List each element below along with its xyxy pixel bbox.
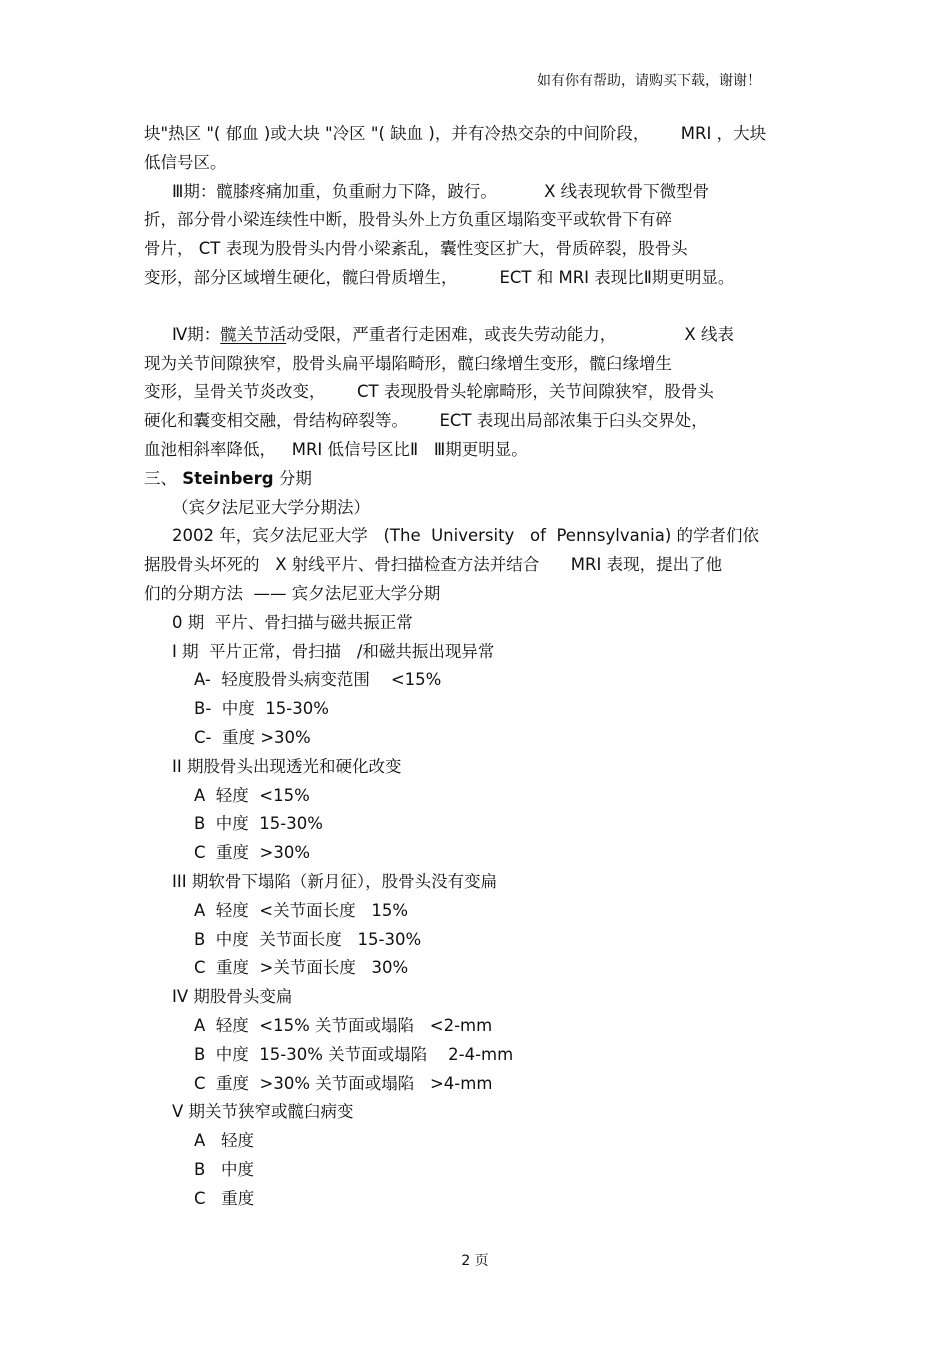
stage-label: Ⅳ期：: [172, 324, 221, 344]
page-header: 如有你有帮助，请购买下载，谢谢！: [537, 73, 761, 89]
text-line: Ⅲ期：髋膝疼痛加重，负重耐力下降，跛行。 X 线表现软骨下微型骨: [172, 181, 710, 201]
section-heading: [144, 465, 809, 494]
text-line: 2002 年，宾夕法尼亚大学 (The University of Pennsylvania) 的学者们依: [172, 526, 760, 546]
stage-5-item: C 重度: [194, 1188, 255, 1208]
stage-1-item: B- 中度 15-30%: [194, 699, 329, 719]
paragraph-stage-2-continued: [144, 120, 809, 178]
text-line: [144, 321, 809, 350]
text-line: 变形，呈骨关节炎改变， CT 表现股骨头轮廓畸形，关节间隙狭窄，股骨头: [144, 382, 714, 402]
stage-4-item: A 轻度 <15% 关节面或塌陷 <2-mm: [194, 1015, 493, 1035]
stage-0: 0 期 平片、骨扫描与磁共振正常: [172, 612, 413, 632]
text-line: 块"热区 "( 郁血 )或大块 "冷区 "( 缺血 )，并有冷热交杂的中间阶段， MRI ，大块: [144, 124, 767, 143]
stage-list: [144, 609, 809, 1214]
stage-3: III 期软骨下塌陷（新月征），股骨头没有变扁: [172, 871, 498, 891]
text-line: 低信号区。: [144, 152, 227, 172]
stage-4-item: B 中度 15-30% 关节面或塌陷 2-4-mm: [194, 1044, 514, 1064]
section-number: 三、: [144, 468, 183, 488]
text-line: 血池相斜率降低， MRI 低信号区比Ⅱ Ⅲ期更明显。: [144, 439, 528, 459]
text-line: 变形，部分区域增生硬化，髋臼骨质增生， ECT 和 MRI 表现比Ⅱ期更明显。: [144, 267, 735, 287]
stage-3-item: A 轻度 <关节面长度 15%: [194, 900, 409, 920]
stage-3-item: C 重度 >关节面长度 30%: [194, 958, 409, 978]
underlined-term: 髋关节活: [220, 324, 287, 344]
stage-4: IV 期股骨头变扁: [172, 987, 293, 1007]
stage-4-item: C 重度 >30% 关节面或塌陷 >4-mm: [194, 1073, 493, 1093]
stage-5: V 期关节狭窄或髋臼病变: [172, 1102, 354, 1122]
text-line: 们的分期方法 —— 宾夕法尼亚大学分期: [144, 583, 441, 603]
section-subtitle: （宾夕法尼亚大学分期法）: [172, 497, 370, 517]
stage-1: I 期 平片正常，骨扫描 /和磁共振出现异常: [172, 641, 495, 661]
page-number: 2 页: [461, 1253, 489, 1269]
text-line: 现为关节间隙狭窄，股骨头扁平塌陷畸形，髋臼缘增生变形，髋臼缘增生: [144, 353, 672, 373]
stage-5-item: A 轻度: [194, 1131, 255, 1151]
stage-2-item: A 轻度 <15%: [194, 785, 310, 805]
paragraph-stage-4: [144, 321, 809, 465]
document-body: [144, 120, 809, 1213]
text-line: 硬化和囊变相交融，骨结构碎裂等。 ECT 表现出局部浓集于臼头交界处，: [144, 411, 708, 431]
paragraph-steinberg-intro: [144, 522, 809, 608]
text-line: 据股骨头坏死的 X 射线平片、骨扫描检查方法并结合 MRI 表现，提出了他: [144, 555, 723, 575]
stage-2-item: C 重度 >30%: [194, 843, 310, 863]
section-name-rest: 分期: [273, 468, 312, 488]
paragraph-stage-3: [144, 178, 809, 293]
text-segment: 动受限，严重者行走困难，或丧失劳动能力， X 线表: [286, 324, 734, 344]
stage-5-item: B 中度: [194, 1159, 255, 1179]
stage-2: II 期股骨头出现透光和硬化改变: [172, 756, 402, 776]
stage-3-item: B 中度 关节面长度 15-30%: [194, 929, 422, 949]
stage-1-item: C- 重度 >30%: [194, 727, 311, 747]
text-line: 骨片， CT 表现为股骨头内骨小梁紊乱，囊性变区扩大，骨质碎裂，股骨头: [144, 239, 688, 259]
stage-1-item: A- 轻度股骨头病变范围 <15%: [194, 670, 442, 690]
section-name-bold: Steinberg: [182, 468, 274, 488]
text-line: 折，部分骨小梁连续性中断，股骨头外上方负重区塌陷变平或软骨下有碎: [144, 210, 672, 230]
stage-2-item: B 中度 15-30%: [194, 814, 323, 834]
